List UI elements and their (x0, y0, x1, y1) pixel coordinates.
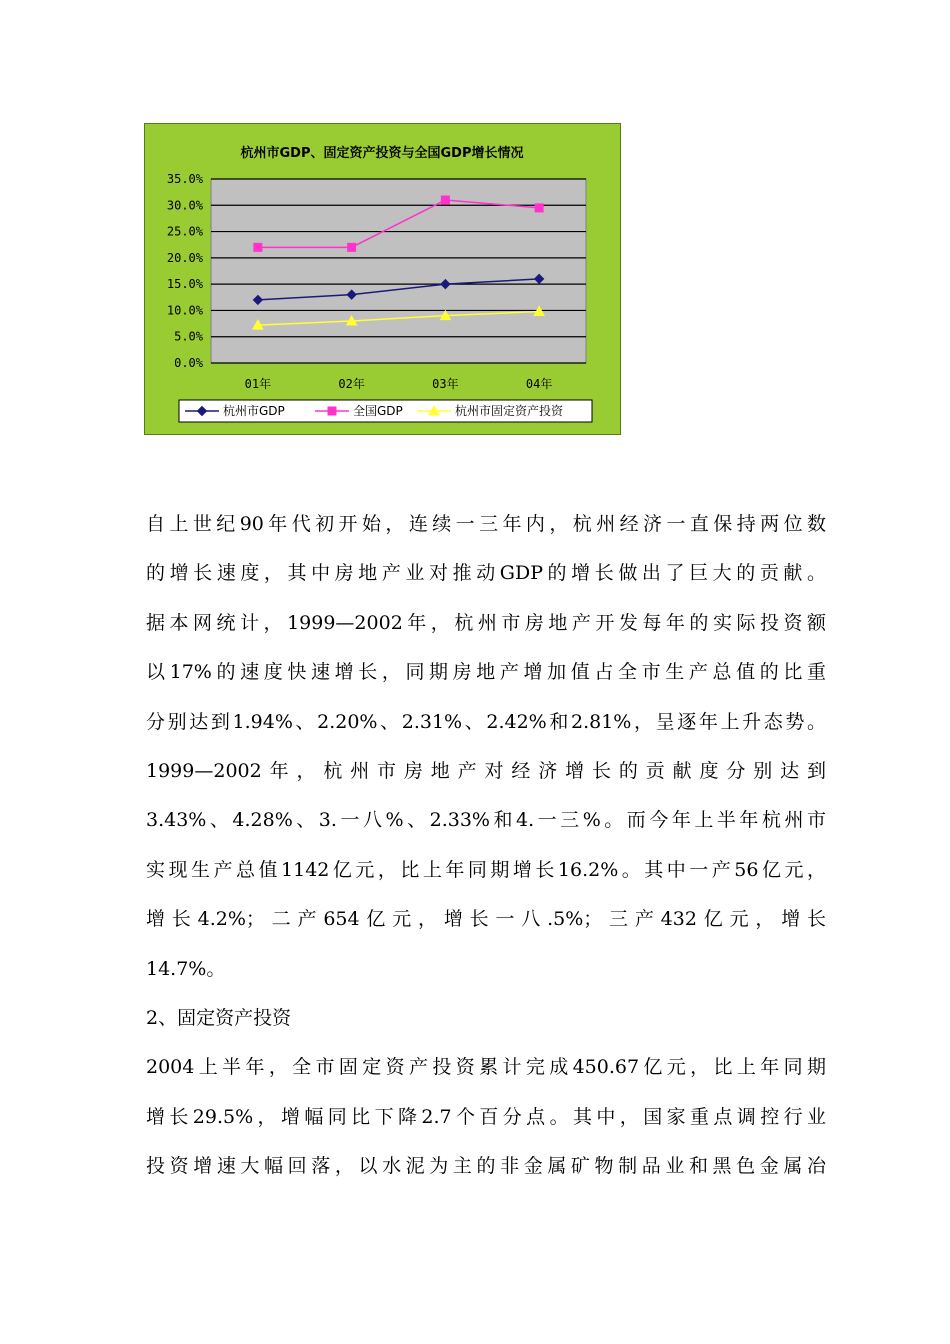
paragraph-line: 14.7%。 (146, 957, 226, 980)
x-tick-label: 02年 (338, 377, 365, 391)
y-tick-label: 25.0% (166, 224, 203, 239)
data-point-square (254, 243, 262, 251)
line-chart (145, 124, 620, 434)
x-tick-label: 04年 (525, 377, 553, 391)
section-heading: 2、固定资产投资 (146, 1007, 292, 1030)
y-tick-label: 35.0% (166, 172, 203, 186)
legend-label: 杭州市固定资产投资 (455, 404, 564, 418)
y-tick-label: 5.0% (174, 329, 203, 344)
data-point-square (328, 407, 336, 415)
paragraph-line: 的增长速度，其中房地产业对推动GDP的增长做出了巨大的贡献。 (146, 562, 826, 585)
paragraph-line: 3.43%、4.28%、3.一八%、2.33%和4.一三%。而今年上半年杭州市 (146, 809, 826, 832)
data-point-square (348, 243, 356, 251)
paragraph-line: 以17%的速度快速增长，同期房地产增加值占全市生产总值的比重 (146, 661, 826, 684)
y-tick-label: 10.0% (166, 303, 203, 318)
paragraph-line: 实现生产总值1142亿元，比上年同期增长16.2%。其中一产56亿元， (146, 858, 826, 881)
chart-title: 杭州市GDP、固定资产投资与全国GDP增长情况 (240, 146, 524, 161)
legend-label: 全国GDP (353, 404, 403, 418)
paragraph-line: 增长29.5%，增幅同比下降2.7个百分点。其中，国家重点调控行业 (146, 1105, 826, 1128)
y-tick-label: 20.0% (166, 250, 203, 265)
y-tick-label: 0.0% (174, 356, 203, 370)
paragraph-line: 增长4.2%；二产654亿元，增长一八.5%；三产432亿元，增长 (146, 908, 826, 931)
paragraph-line: 自上世纪90年代初开始，连续一三年内，杭州经济一直保持两位数 (146, 513, 826, 535)
data-point-square (441, 196, 449, 204)
article-body (146, 500, 826, 1192)
legend-label: 杭州市GDP (223, 404, 285, 418)
y-tick-label: 15.0% (166, 277, 203, 292)
data-point-square (535, 204, 543, 212)
paragraph-line: 投资增速大幅回落，以水泥为主的非金属矿物制品业和黑色金属冶 (146, 1155, 826, 1178)
paragraph-line: 2004上半年，全市固定资产投资累计完成450.67亿元，比上年同期 (146, 1056, 826, 1079)
paragraph-line: 分别达到1.94%、2.20%、2.31%、2.42%和2.81%，呈逐年上升态势。 (146, 710, 826, 733)
paragraph-line: 1999—2002年，杭州市房地产对经济增长的贡献度分别达到 (146, 760, 826, 783)
x-tick-label: 03年 (432, 377, 459, 391)
chart-container (144, 123, 621, 435)
y-tick-label: 30.0% (166, 198, 203, 213)
paragraph-line: 据本网统计，1999—2002年，杭州市房地产开发每年的实际投资额 (146, 611, 826, 634)
x-tick-label: 01年 (244, 377, 272, 391)
